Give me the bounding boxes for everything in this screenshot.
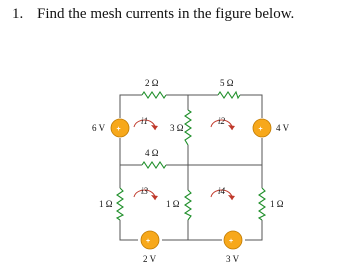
svg-text:+: + — [116, 126, 121, 133]
label-r-top-right: 5 Ω — [220, 78, 234, 88]
label-mesh-4: i4 — [218, 186, 226, 196]
label-v-bottom-right: 3 V — [226, 254, 240, 264]
problem-number: 1. — [12, 6, 24, 22]
label-r-right: 1 Ω — [270, 199, 284, 209]
label-mesh-2: i2 — [218, 116, 226, 126]
svg-text:+: + — [229, 238, 234, 245]
label-v-left: 6 V — [92, 123, 106, 133]
svg-text:+: + — [258, 126, 263, 133]
label-r-left: 1 Ω — [99, 199, 113, 209]
label-r-mid-horizontal: 4 Ω — [145, 148, 159, 158]
label-v-bottom-left: 2 V — [143, 254, 157, 264]
resistor-right — [259, 188, 265, 220]
problem-text: Find the mesh currents in the figure below. — [37, 6, 295, 22]
label-r-top-left: 2 Ω — [145, 78, 159, 88]
label-v-right: 4 V — [276, 123, 290, 133]
resistor-mid-horizontal — [142, 162, 166, 168]
voltage-source-bottom-right — [224, 231, 242, 249]
voltage-source-right — [253, 119, 271, 137]
resistor-mid-center — [185, 110, 191, 145]
label-r-bottom-center: 1 Ω — [166, 199, 180, 209]
resistor-top-right — [218, 92, 240, 98]
svg-text:+: + — [146, 238, 151, 245]
voltage-source-bottom-left — [141, 231, 159, 249]
label-r-mid-center: 3 Ω — [170, 123, 184, 133]
resistor-bottom-center — [185, 190, 191, 220]
resistor-top-left — [142, 92, 166, 98]
resistor-left — [117, 188, 123, 220]
label-mesh-1: i1 — [141, 116, 149, 126]
voltage-source-left — [111, 119, 129, 137]
label-mesh-3: i3 — [141, 186, 149, 196]
